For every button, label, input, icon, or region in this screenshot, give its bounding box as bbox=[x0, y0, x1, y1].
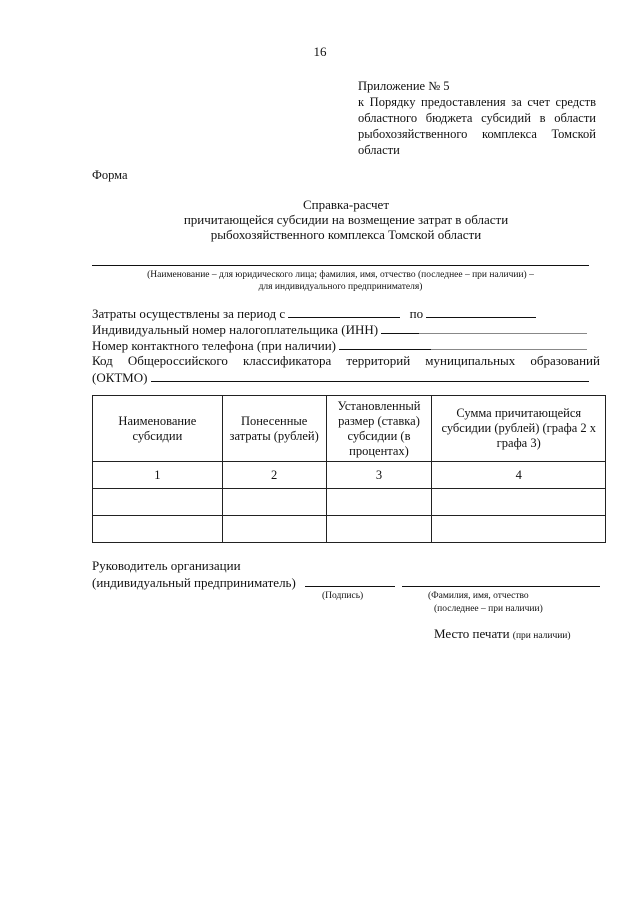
header-cell: Сумма причитающейся субсидии (рублей) (графа 2 х графа 3) bbox=[432, 396, 606, 462]
signature-block bbox=[92, 558, 600, 618]
column-number: 1 bbox=[93, 462, 223, 489]
inn-label: Индивидуальный номер налогоплательщика (ИНН) bbox=[92, 322, 379, 337]
appendix-line: областного бюджета субсидий в области bbox=[358, 111, 596, 125]
column-number: 2 bbox=[222, 462, 326, 489]
oktmo-row bbox=[92, 369, 600, 385]
phone-row bbox=[92, 337, 600, 353]
period-to-field[interactable] bbox=[426, 305, 536, 318]
inn-row bbox=[92, 321, 600, 337]
okato-word: образований bbox=[530, 353, 600, 368]
period-row bbox=[92, 305, 600, 321]
column-number: 3 bbox=[326, 462, 432, 489]
stamp-note: (при наличии) bbox=[512, 631, 571, 641]
period-from-field[interactable] bbox=[288, 305, 400, 318]
okato-word: территорий bbox=[346, 353, 411, 368]
subsidy-calc-table bbox=[92, 395, 606, 543]
phone-field-ext[interactable] bbox=[431, 337, 587, 350]
okato-word: Общероссийского bbox=[127, 353, 228, 368]
page-number: 16 bbox=[313, 44, 327, 59]
table-cell[interactable] bbox=[93, 516, 223, 543]
signature-label: Руководитель организации bbox=[92, 558, 241, 573]
okato-word: муниципальных bbox=[425, 353, 516, 368]
table-cell[interactable] bbox=[326, 489, 432, 516]
okato-word: Код bbox=[92, 353, 113, 368]
inn-field[interactable] bbox=[381, 321, 419, 334]
signature-captions bbox=[92, 590, 600, 618]
table-row bbox=[93, 516, 606, 543]
requisites-block bbox=[92, 305, 600, 385]
phone-label: Номер контактного телефона (при наличии) bbox=[92, 338, 336, 353]
table-cell[interactable] bbox=[326, 516, 432, 543]
table-row bbox=[93, 489, 606, 516]
name-caption: (Фамилия, имя, отчество bbox=[428, 591, 529, 601]
caption-line: для индивидуального предпринимателя) bbox=[258, 282, 423, 292]
stamp-label: Место печати bbox=[434, 626, 510, 641]
period-label: Затраты осуществлены за период с bbox=[92, 306, 286, 321]
appendix-line: области bbox=[358, 143, 400, 157]
table-cell[interactable] bbox=[432, 489, 606, 516]
column-number-row bbox=[93, 462, 606, 489]
oktmo-field[interactable] bbox=[151, 369, 589, 382]
table-cell[interactable] bbox=[432, 516, 606, 543]
table-cell[interactable] bbox=[222, 516, 326, 543]
title-line: Справка-расчет bbox=[302, 197, 390, 212]
appendix-line: к Порядку предоставления за счет средств bbox=[358, 95, 596, 109]
applicant-name-field[interactable] bbox=[92, 265, 589, 266]
oktmo-label: (ОКТМО) bbox=[92, 370, 148, 385]
okato-word: классификатора bbox=[242, 353, 332, 368]
signature-row bbox=[92, 574, 600, 590]
period-to-label: по bbox=[409, 306, 424, 321]
signature-caption: (Подпись) bbox=[322, 591, 364, 601]
appendix-title: Приложение № 5 bbox=[358, 79, 450, 93]
name-caption: (последнее – при наличии) bbox=[434, 604, 543, 614]
signature-field[interactable] bbox=[305, 574, 395, 587]
signature-label: (индивидуальный предприниматель) bbox=[92, 575, 296, 590]
column-number: 4 bbox=[432, 462, 606, 489]
applicant-name-caption bbox=[92, 269, 589, 293]
header-cell: Наименование субсидии bbox=[93, 396, 223, 462]
appendix-block bbox=[358, 78, 596, 158]
caption-line: (Наименование – для юридического лица; фамилия, имя, отчество (последнее – при наличии) – bbox=[147, 270, 534, 280]
table-header-row bbox=[93, 396, 606, 462]
signer-name-field[interactable] bbox=[402, 574, 600, 587]
table-cell[interactable] bbox=[222, 489, 326, 516]
stamp-place bbox=[434, 626, 571, 642]
appendix-line: рыбохозяйственного комплекса Томской bbox=[358, 127, 596, 141]
header-cell: Понесенные затраты (рублей) bbox=[222, 396, 326, 462]
phone-field[interactable] bbox=[339, 337, 431, 350]
inn-field-ext[interactable] bbox=[419, 321, 587, 334]
form-label: Форма bbox=[92, 168, 128, 182]
title-line: рыбохозяйственного комплекса Томской области bbox=[210, 227, 482, 242]
header-cell: Установленный размер (ставка) субсидии (в процентах) bbox=[326, 396, 432, 462]
document-title bbox=[92, 197, 600, 242]
title-line: причитающейся субсидии на возмещение затрат в области bbox=[183, 212, 509, 227]
okato-row bbox=[92, 353, 600, 369]
table-cell[interactable] bbox=[93, 489, 223, 516]
